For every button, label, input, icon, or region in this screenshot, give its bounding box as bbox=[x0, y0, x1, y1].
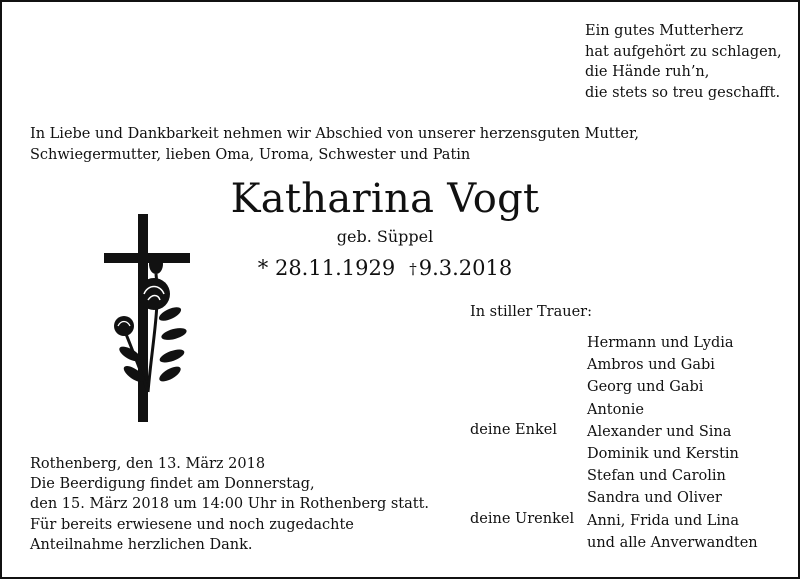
mourning-heading: In stiller Trauer: bbox=[470, 304, 592, 320]
info-line: den 15. März 2018 um 14:00 Uhr in Rothenberg statt. bbox=[30, 496, 430, 513]
poem-line: hat aufgehört zu schlagen, bbox=[585, 43, 782, 60]
deceased-name: Katharina Vogt bbox=[230, 176, 540, 222]
poem-line: die Hände ruh’n, bbox=[585, 64, 710, 80]
info-line: Für bereits erwiesene und noch zugedachte bbox=[30, 516, 354, 533]
cross-horizontal-bar bbox=[104, 253, 190, 263]
poem-line: die stets so treu geschafft. bbox=[585, 84, 781, 101]
list-item: Sandra und Oliver bbox=[587, 490, 722, 507]
cross-with-roses-icon bbox=[104, 214, 190, 422]
intro-line: Schwiegermutter, lieben Oma, Uroma, Schwester und Patin bbox=[30, 146, 471, 163]
grandchildren-label: deine Enkel bbox=[470, 422, 557, 438]
list-item: Stefan und Carolin bbox=[587, 468, 726, 485]
rose-blossom-middle bbox=[138, 278, 170, 310]
death-cross-icon: † bbox=[409, 260, 417, 278]
rose-blossom-lower bbox=[114, 316, 134, 336]
poem bbox=[585, 21, 782, 103]
great-grandchildren-label: deine Urenkel bbox=[470, 511, 575, 527]
list-item: und alle Anverwandten bbox=[587, 534, 758, 551]
list-item: Anni, Frida und Lina bbox=[587, 512, 739, 529]
list-item: Ambros und Gabi bbox=[587, 357, 715, 374]
intro-text bbox=[30, 124, 639, 165]
info-line: Die Beerdigung findet am Donnerstag, bbox=[30, 476, 315, 493]
list-item: Alexander und Sina bbox=[587, 423, 732, 440]
poem-line: Ein gutes Mutterherz bbox=[585, 23, 744, 39]
funeral-info bbox=[30, 454, 429, 555]
list-item: Dominik und Kerstin bbox=[587, 446, 739, 463]
info-line: Anteilnahme herzlichen Dank. bbox=[30, 536, 253, 553]
intro-line: In Liebe und Dankbarkeit nehmen wir Abschied von unserer herzensguten Mutter, bbox=[30, 126, 639, 142]
death-date: 9.3.2018 bbox=[418, 256, 513, 280]
info-line: Rothenberg, den 13. März 2018 bbox=[30, 456, 266, 472]
rose-blossom-top bbox=[149, 254, 163, 274]
list-item: Hermann und Lydia bbox=[587, 335, 734, 351]
birth-date: * 28.11.1929 bbox=[257, 256, 396, 280]
list-item: Georg und Gabi bbox=[587, 379, 704, 396]
mourner-names bbox=[587, 332, 758, 554]
list-item: Antonie bbox=[587, 401, 644, 418]
maiden-name: geb. Süppel bbox=[336, 227, 434, 246]
